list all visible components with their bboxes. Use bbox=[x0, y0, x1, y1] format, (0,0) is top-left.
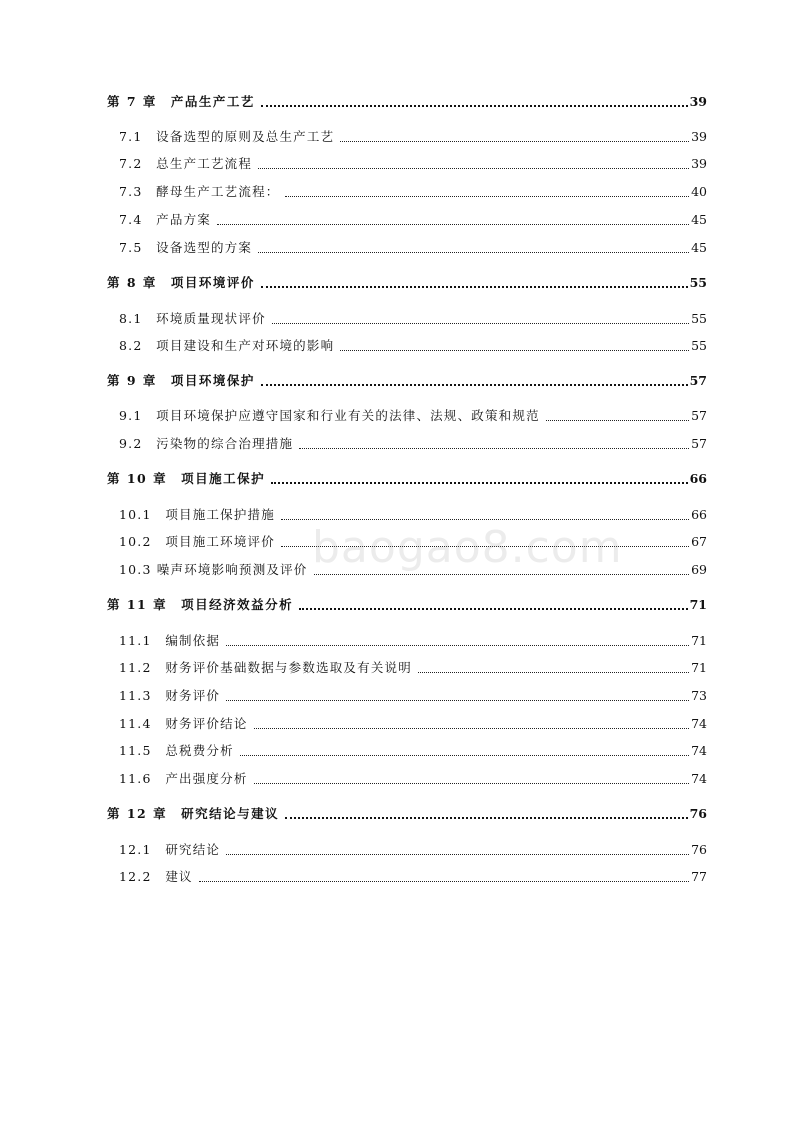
toc-page-number: 71 bbox=[691, 660, 707, 675]
toc-chapter-7[interactable] bbox=[107, 92, 707, 112]
toc-page-number: 57 bbox=[691, 436, 707, 451]
toc-page-number: 71 bbox=[691, 633, 707, 648]
dot-leader bbox=[254, 728, 690, 729]
dot-leader bbox=[299, 608, 687, 610]
toc-page-number: 39 bbox=[691, 156, 707, 171]
dot-leader bbox=[261, 105, 688, 107]
toc-entry-label: 10.1 项目施工保护措施 bbox=[119, 507, 275, 522]
toc-entry-label: 第 11 章 项目经济效益分析 bbox=[107, 597, 294, 612]
toc-entry-label: 7.5 设备选型的方案 bbox=[119, 240, 253, 255]
toc-entry-label: 8.2 项目建设和生产对环境的影响 bbox=[119, 338, 335, 353]
toc-entry-label: 7.2 总生产工艺流程 bbox=[119, 156, 253, 171]
toc-chapter-11[interactable] bbox=[107, 595, 707, 615]
dot-leader bbox=[217, 224, 689, 225]
dot-leader bbox=[226, 645, 689, 646]
toc-page-number: 39 bbox=[689, 94, 707, 109]
toc-section-11-2[interactable] bbox=[119, 658, 707, 678]
toc-section-7-2[interactable] bbox=[119, 154, 707, 174]
toc-entry-label: 11.2 财务评价基础数据与参数选取及有关说明 bbox=[119, 660, 412, 675]
dot-leader bbox=[418, 672, 689, 673]
toc-section-11-5[interactable] bbox=[119, 741, 707, 761]
dot-leader bbox=[285, 196, 689, 197]
toc-section-11-3[interactable] bbox=[119, 686, 707, 706]
toc-chapter-9[interactable] bbox=[107, 371, 707, 391]
dot-leader bbox=[272, 323, 689, 324]
toc-entry-label: 第 8 章 项目环境评价 bbox=[107, 275, 255, 290]
dot-leader bbox=[271, 482, 687, 484]
dot-leader bbox=[199, 881, 689, 882]
toc-entry-label: 12.1 研究结论 bbox=[119, 842, 221, 857]
toc-page-number: 67 bbox=[691, 534, 707, 549]
dot-leader bbox=[299, 448, 689, 449]
toc-entry-label: 第 7 章 产品生产工艺 bbox=[107, 94, 255, 109]
toc-page-number: 73 bbox=[691, 688, 707, 703]
toc-page-number: 66 bbox=[691, 507, 707, 522]
toc-entry-label: 第 9 章 项目环境保护 bbox=[107, 373, 255, 388]
toc-section-11-6[interactable] bbox=[119, 769, 707, 789]
dot-leader bbox=[314, 574, 690, 575]
dot-leader bbox=[226, 854, 689, 855]
toc-page-number: 77 bbox=[691, 869, 707, 884]
toc-entry-label: 8.1 环境质量现状评价 bbox=[119, 311, 266, 326]
toc-page-number: 55 bbox=[691, 338, 707, 353]
toc-page-number: 76 bbox=[691, 842, 707, 857]
toc-section-12-2[interactable] bbox=[119, 867, 707, 887]
toc-page-number: 74 bbox=[691, 716, 707, 731]
toc-entry-label: 10.2 项目施工环境评价 bbox=[119, 534, 275, 549]
toc-entry-label: 7.4 产品方案 bbox=[119, 212, 211, 227]
toc-page-number: 69 bbox=[691, 562, 707, 577]
toc-section-8-1[interactable] bbox=[119, 309, 707, 329]
toc-section-12-1[interactable] bbox=[119, 840, 707, 860]
toc-page-number: 76 bbox=[689, 806, 707, 821]
toc-page-number: 57 bbox=[689, 373, 707, 388]
toc-entry-label: 10.3 噪声环境影响预测及评价 bbox=[119, 562, 308, 577]
dot-leader bbox=[281, 519, 689, 520]
toc-section-8-2[interactable] bbox=[119, 336, 707, 356]
toc-section-9-2[interactable] bbox=[119, 434, 707, 454]
toc-section-7-5[interactable] bbox=[119, 238, 707, 258]
watermark: baogao8.com bbox=[312, 522, 623, 573]
dot-leader bbox=[240, 755, 689, 756]
dot-leader bbox=[340, 350, 689, 351]
toc-page-number: 71 bbox=[689, 597, 707, 612]
toc-entry-label: 11.3 财务评价 bbox=[119, 688, 221, 703]
toc-page-number: 39 bbox=[691, 129, 707, 144]
dot-leader bbox=[254, 783, 690, 784]
toc-section-11-1[interactable] bbox=[119, 631, 707, 651]
toc-section-10-1[interactable] bbox=[119, 505, 707, 525]
toc-page-number: 45 bbox=[691, 240, 707, 255]
dot-leader bbox=[261, 384, 688, 386]
toc-entry-label: 7.3 酵母生产工艺流程： bbox=[119, 184, 280, 199]
toc-entry-label: 11.1 编制依据 bbox=[119, 633, 221, 648]
toc-entry-label: 第 12 章 研究结论与建议 bbox=[107, 806, 280, 821]
toc-chapter-8[interactable] bbox=[107, 273, 707, 293]
toc-page-number: 57 bbox=[691, 408, 707, 423]
toc-entry-label: 第 10 章 项目施工保护 bbox=[107, 471, 266, 486]
toc-entry-label: 9.2 污染物的综合治理措施 bbox=[119, 436, 294, 451]
dot-leader bbox=[226, 700, 689, 701]
toc-section-7-4[interactable] bbox=[119, 210, 707, 230]
toc-entry-label: 9.1 项目环境保护应遵守国家和行业有关的法律、法规、政策和规范 bbox=[119, 408, 540, 423]
toc-section-7-3[interactable] bbox=[119, 182, 707, 202]
toc-entry-label: 12.2 建议 bbox=[119, 869, 193, 884]
dot-leader bbox=[285, 817, 687, 819]
dot-leader bbox=[340, 141, 689, 142]
toc-entry-label: 11.5 总税费分析 bbox=[119, 743, 234, 758]
dot-leader bbox=[261, 286, 688, 288]
toc-page-number: 74 bbox=[691, 771, 707, 786]
toc-page-number: 45 bbox=[691, 212, 707, 227]
dot-leader bbox=[281, 546, 689, 547]
toc-page-number: 55 bbox=[691, 311, 707, 326]
toc-section-10-2[interactable] bbox=[119, 532, 707, 552]
dot-leader bbox=[258, 252, 689, 253]
toc-page-number: 55 bbox=[689, 275, 707, 290]
toc-section-11-4[interactable] bbox=[119, 714, 707, 734]
dot-leader bbox=[546, 420, 689, 421]
toc-entry-label: 11.6 产出强度分析 bbox=[119, 771, 248, 786]
toc-page-number: 66 bbox=[689, 471, 707, 486]
dot-leader bbox=[258, 168, 689, 169]
toc-entry-label: 11.4 财务评价结论 bbox=[119, 716, 248, 731]
toc-page-number: 74 bbox=[691, 743, 707, 758]
toc-section-7-1[interactable] bbox=[119, 127, 707, 147]
toc-section-10-3[interactable] bbox=[119, 560, 707, 580]
toc-chapter-12[interactable] bbox=[107, 804, 707, 824]
toc-entry-label: 7.1 设备选型的原则及总生产工艺 bbox=[119, 129, 335, 144]
toc-section-9-1[interactable] bbox=[119, 406, 707, 426]
toc-chapter-10[interactable] bbox=[107, 469, 707, 489]
toc-page-number: 40 bbox=[691, 184, 707, 199]
